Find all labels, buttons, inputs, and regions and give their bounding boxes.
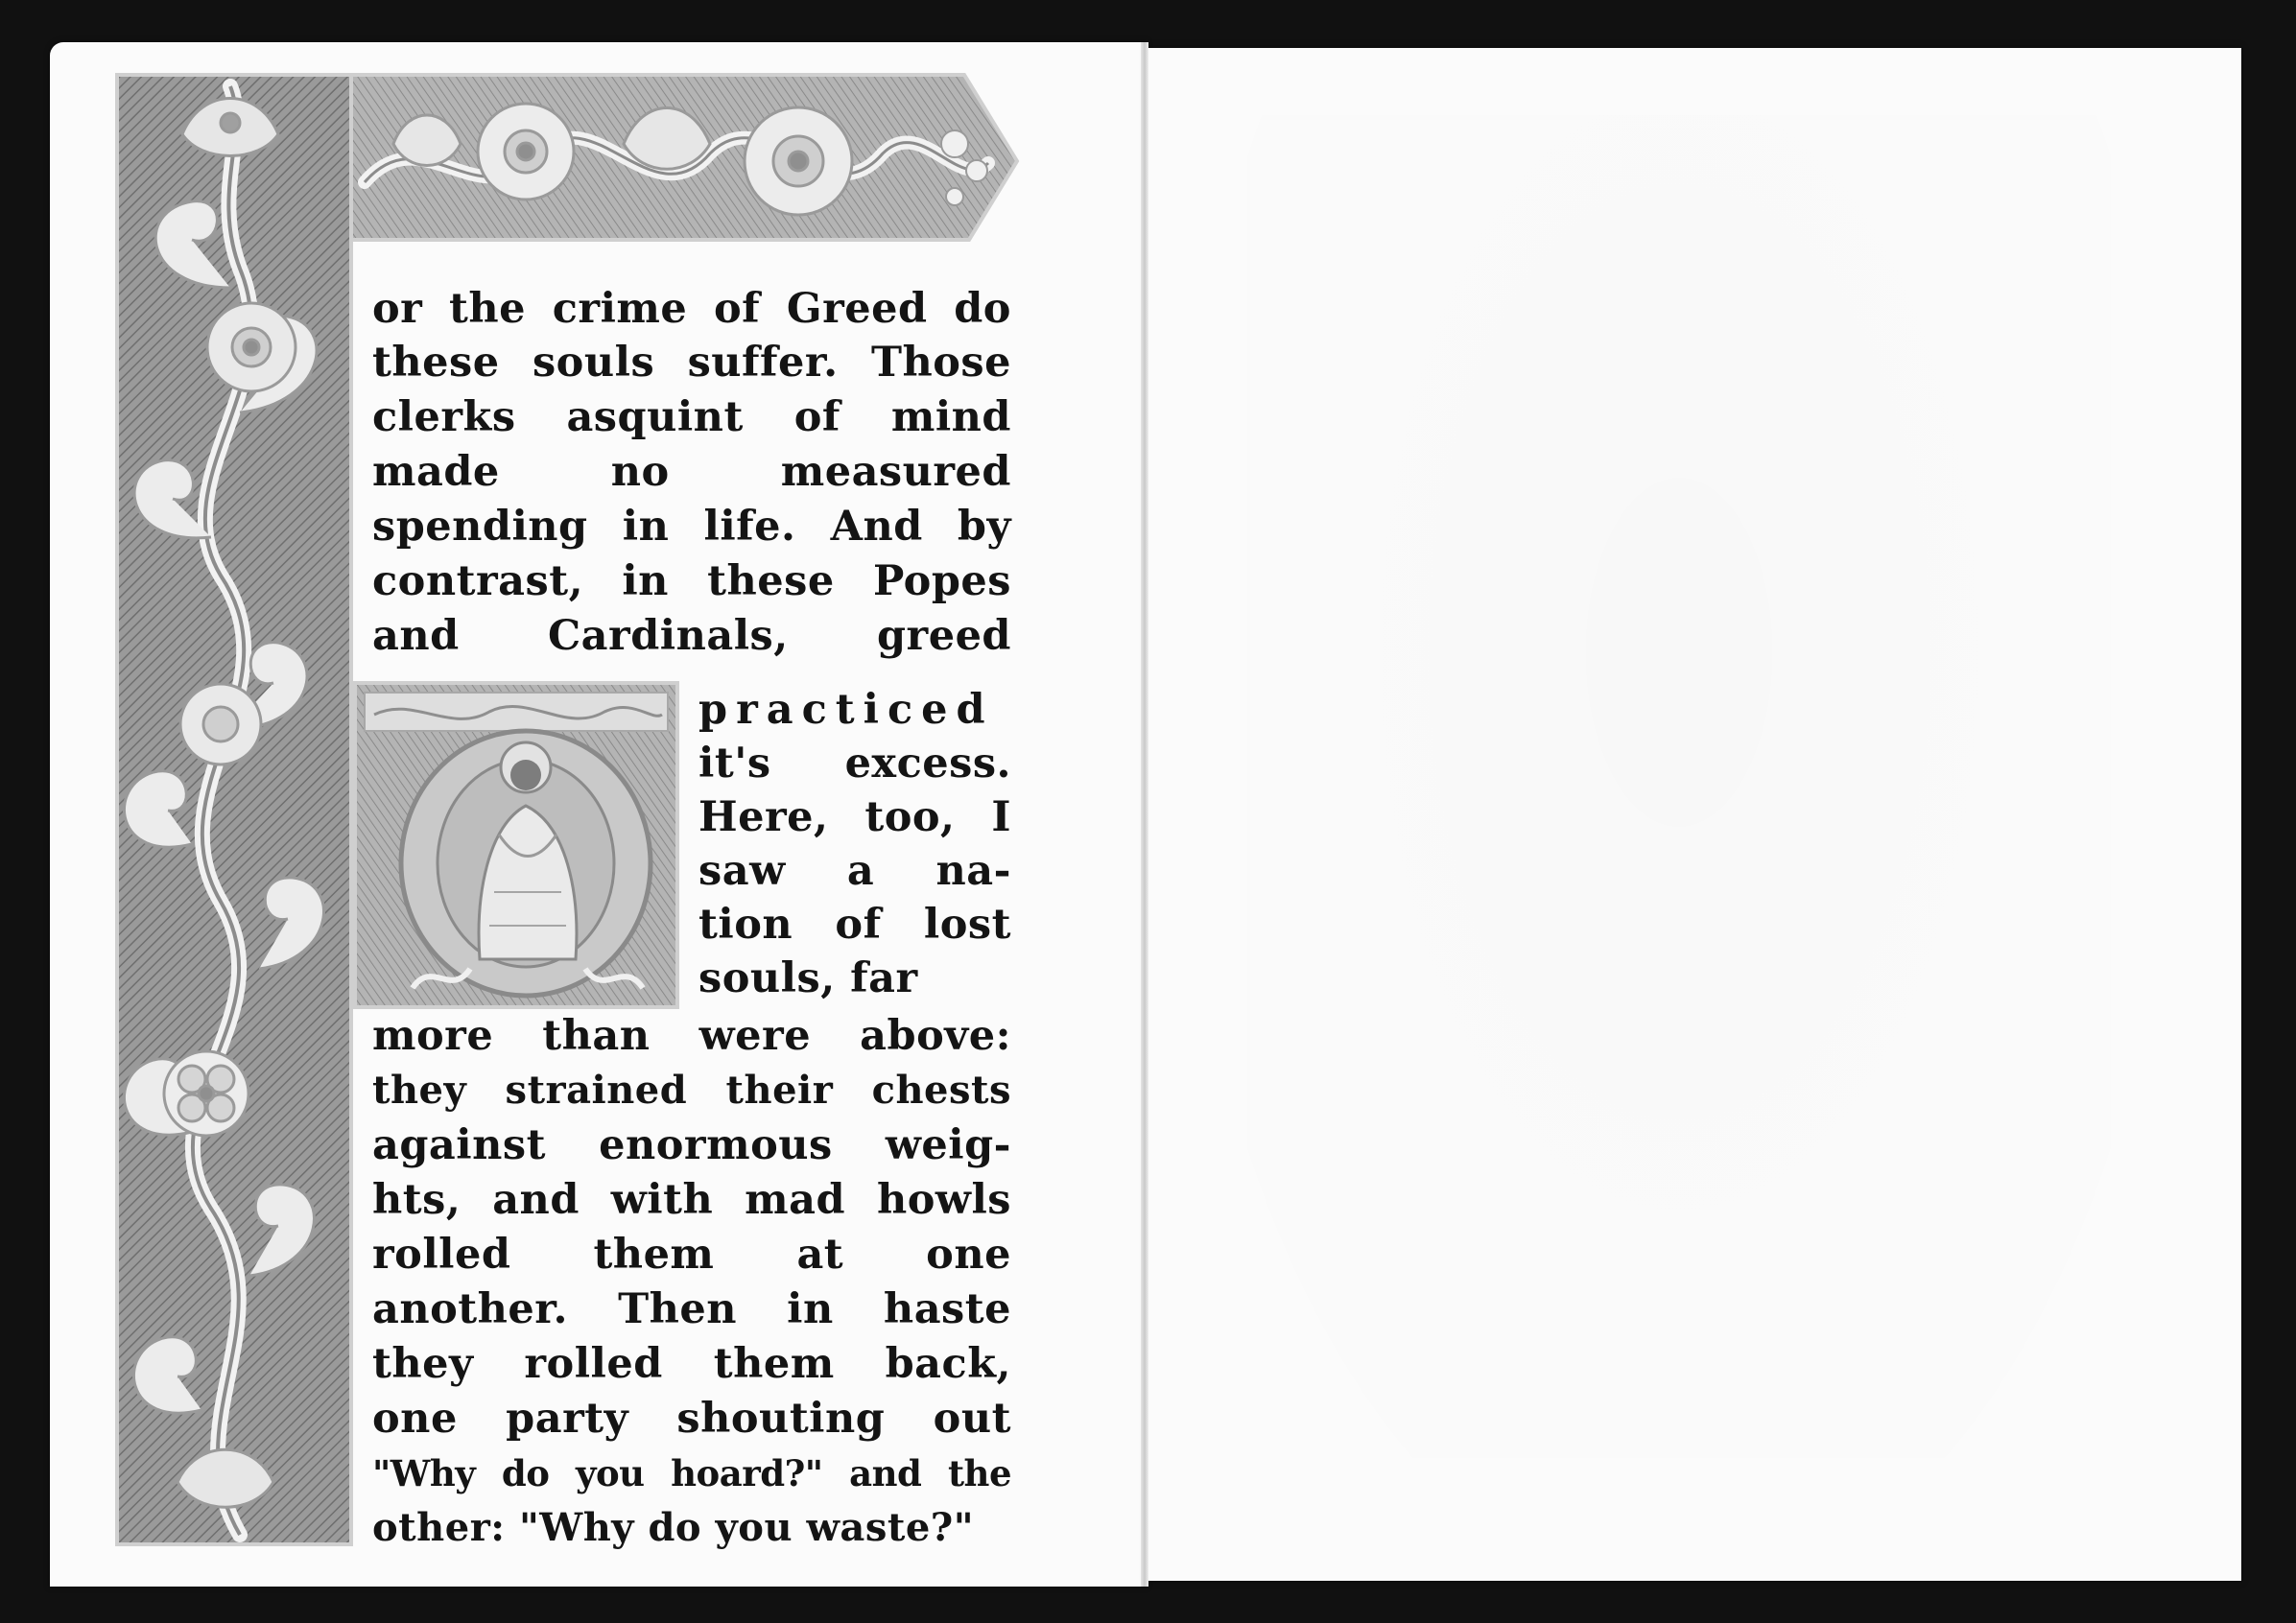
text-line: they strained their chests — [372, 1068, 1011, 1113]
text-line: other: "Why do you waste?" — [372, 1505, 975, 1550]
text-line: contrast, in these Popes — [372, 557, 1011, 605]
text-line: saw a na- — [698, 847, 1011, 895]
text-line: against enormous weig- — [372, 1121, 1011, 1169]
text-line: practiced — [698, 686, 994, 734]
border-vertical-stem — [117, 75, 351, 1544]
text-line: and Cardinals, greed — [372, 612, 1011, 660]
text-line: "Why do you hoard?" and the — [372, 1452, 1011, 1494]
text-line: Here, too, I — [698, 793, 1011, 841]
flower-ornament — [478, 104, 574, 200]
text-line: one party shouting out — [372, 1395, 1011, 1443]
text-line: another. Then in haste — [372, 1285, 1011, 1333]
text-line: hts, and with mad howls — [372, 1176, 1011, 1224]
text-line: made no measured — [372, 448, 1011, 496]
flower-ornament — [745, 107, 852, 215]
flower-ornament — [207, 303, 296, 391]
text-line: more than were above: — [372, 1012, 1011, 1060]
text-line: or the crime of Greed do — [372, 285, 1011, 333]
text-line: rolled them at one — [372, 1231, 1011, 1279]
text-line: they rolled them back, — [372, 1340, 1011, 1388]
border-top-arm — [351, 75, 1017, 240]
text-line: spending in life. And by — [372, 503, 1011, 551]
flower-ornament — [180, 684, 261, 764]
text-line: clerks asquint of mind — [372, 393, 1011, 441]
text-line: tion of lost — [698, 901, 1011, 949]
text-line: souls, far — [698, 954, 918, 1002]
text-line: it's excess. — [698, 740, 1011, 788]
text-line: these souls suffer. Those — [372, 339, 1011, 387]
flower-ornament — [164, 1051, 249, 1136]
inset-initial-frame — [355, 683, 677, 1007]
